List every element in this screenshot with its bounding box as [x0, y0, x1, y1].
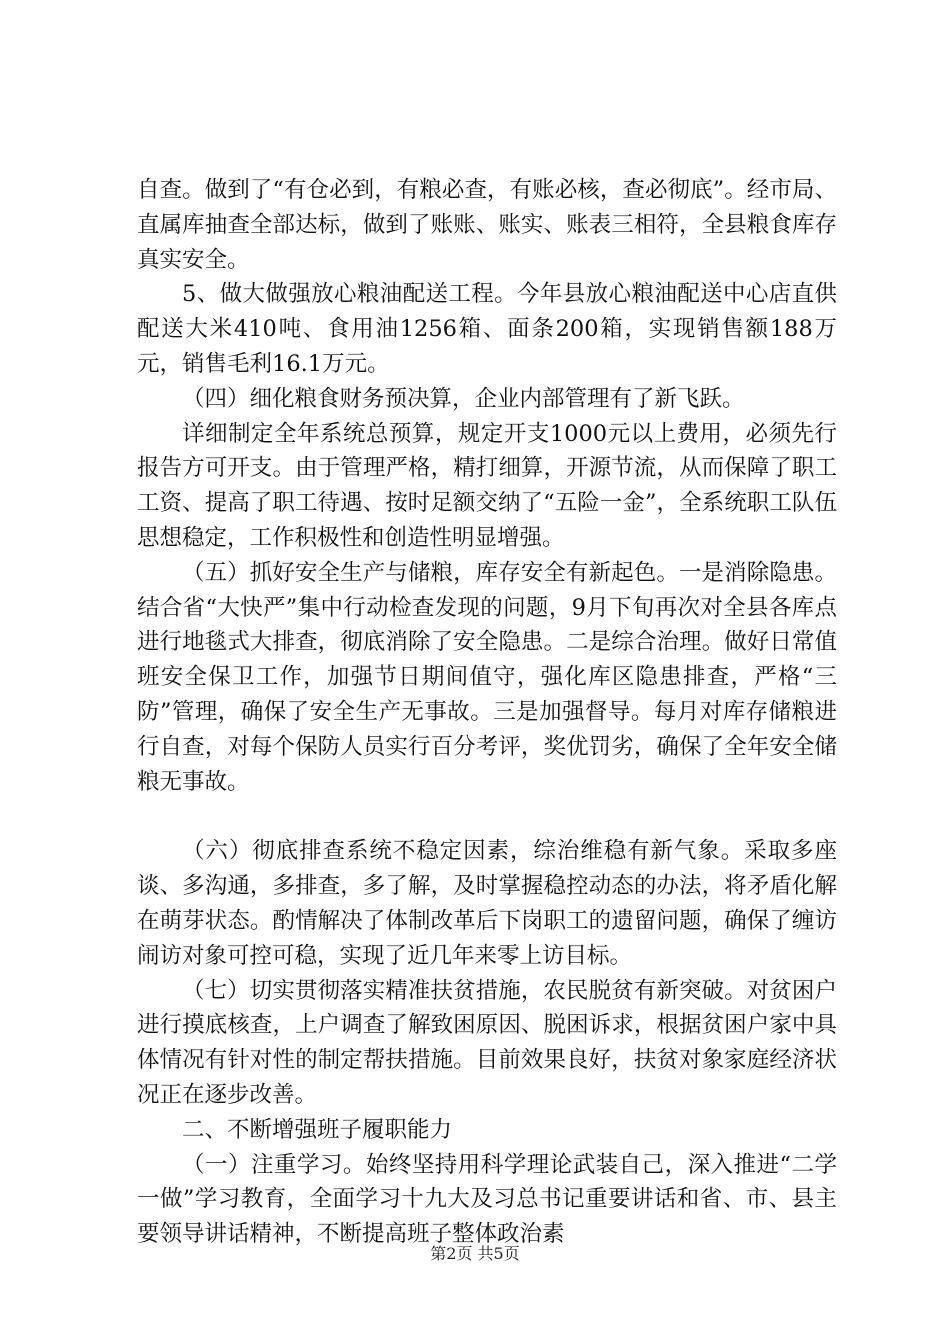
paragraph-self-inspection: 自查。做到了“有仓必到，有粮必查，有账必核，查必彻底”。经市局、直属库抽查全部达标，做到了账账、账实、账表三相符，全县粮食库存真实安全。 — [137, 177, 837, 273]
section-heading-finance: （四）细化粮食财务预决算，企业内部管理有了新飞跃。 — [182, 385, 745, 412]
paragraph-stability: （六）彻底排查系统不稳定因素，综治维稳有新气象。采取多座谈、多沟通，多排查，多了解，及时掌握稳控动态的办法，将矛盾化解在萌芽状态。酌情解决了体制改革后下岗职工的遗留问题，确保了缠访闹访对象可控可稳，实现了近几年来零上访目标。 — [137, 838, 837, 969]
paragraph-study: （一）注重学习。始终坚持用科学理论武装自己，深入推进“二学一做”学习教育，全面学习十九大及习总书记重要讲话和省、市、县主要领导讲话精神，不断提高班子整体政治素 — [137, 1151, 837, 1248]
paragraph-safety-production: （五）抓好安全生产与储粮，库存安全有新起色。一是消除隐患。结合省“大快严”集中行动检查发现的问题，9月下旬再次对全县各库点进行地毯式大排查，彻底消除了安全隐患。二是综合治理。做好日常值班安全保卫工作，加强节日期间值守，强化库区隐患排查，严格“三防”管理，确保了安全生产无事故。三是加强督导。每月对库存储粮进行自查，对每个保防人员实行百分考评，奖优罚劣，确保了全年安全储粮无事故。 — [137, 559, 837, 795]
page-number-footer: 第2页 共5页 — [430, 1244, 520, 1263]
paragraph-spacer — [137, 799, 837, 834]
paragraph-poverty-alleviation: （七）切实贯彻落实精准扶贫措施，农民脱贫有新突破。对贫困户进行摸底核查，上户调查了解致困原因、脱困诉求，根据贫困户家中具体情况有针对性的制定帮扶措施。目前效果良好，扶贫对象家庭经济状况正在逐步改善。 — [137, 977, 837, 1108]
section-heading-leadership: 二、不断增强班子履职能力 — [182, 1116, 453, 1143]
paragraph-budget: 详细制定全年系统总预算，规定开支1000元以上费用，必须先行报告方可开支。由于管理严格，精打细算，开源节流，从而保障了职工工资、提高了职工待遇、按时足额交纳了“五险一金”，全系统职工队伍思想稳定，工作积极性和创造性明显增强。 — [137, 420, 837, 551]
paragraph-grain-oil-delivery: 5、做大做强放心粮油配送工程。今年县放心粮油配送中心店直供配送大米410吨、食用油1256箱、面条200箱，实现销售额188万元，销售毛利16.1万元。 — [137, 281, 837, 377]
document-body — [137, 173, 837, 1252]
